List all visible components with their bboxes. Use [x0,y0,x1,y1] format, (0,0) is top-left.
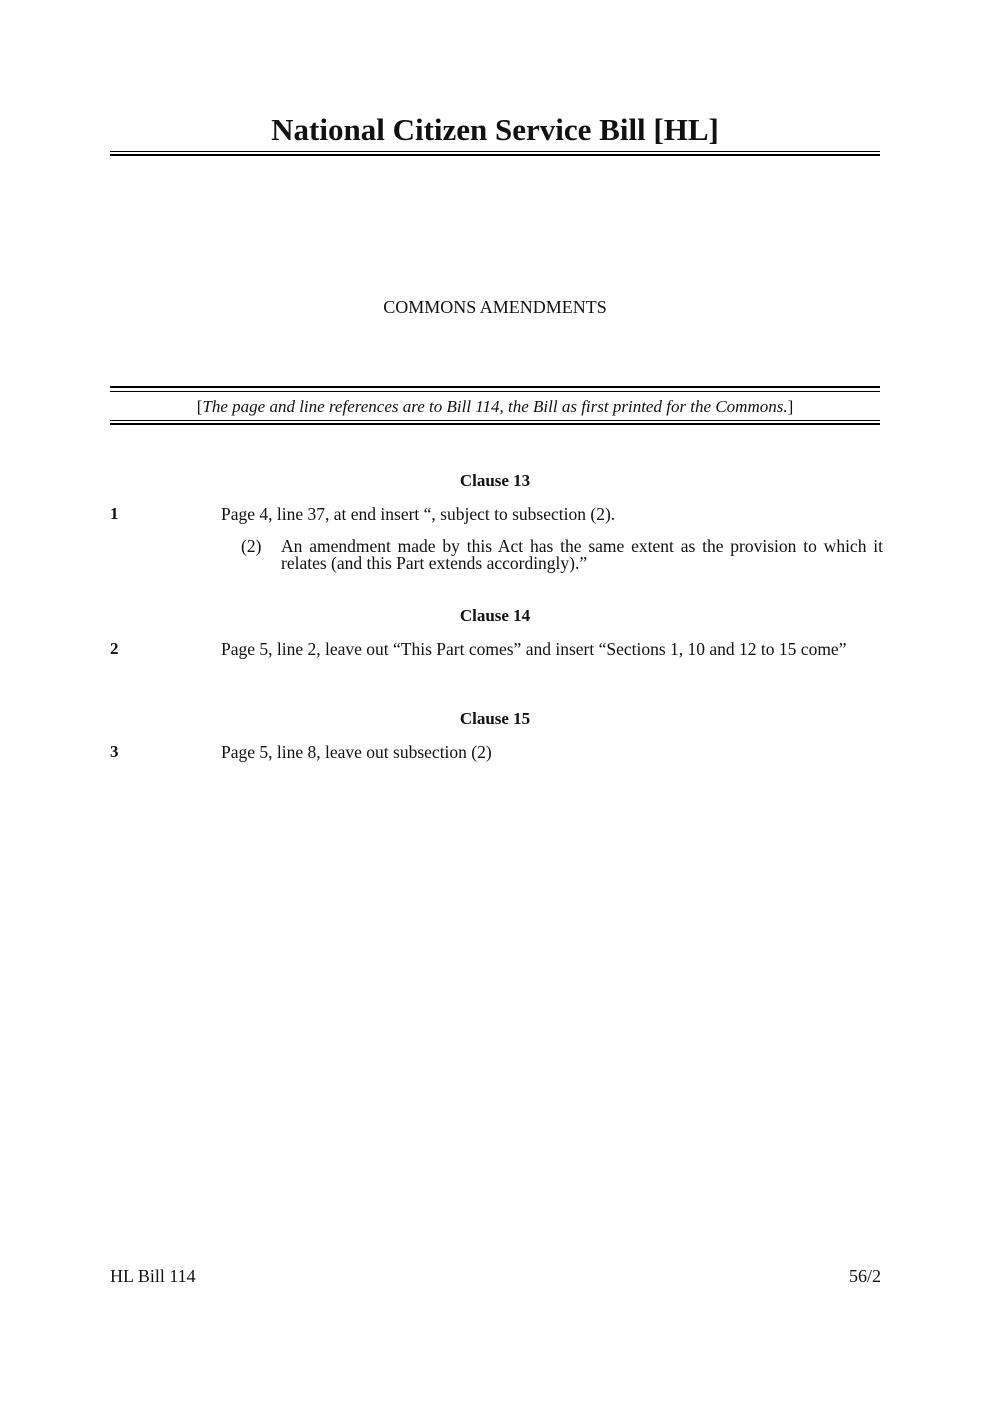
clause-heading: Clause 15 [459,709,531,728]
document-subtitle: COMMONS AMENDMENTS [383,297,607,317]
clause-heading: Clause 14 [459,606,531,625]
note-italic-text: The page and line references are to Bill 114, the Bill as first printed for the Commons. [202,397,788,416]
title-rule-thick [110,154,880,156]
footer-print-number: 56/2 [848,1266,881,1286]
amendment-number: 3 [110,742,119,761]
note-rule-top-thin [110,391,880,392]
footer-bill-reference: HL Bill 114 [110,1266,196,1286]
subsection-number: (2) [241,536,262,556]
amendment-number: 2 [110,639,119,658]
clause-heading: Clause 13 [459,471,531,490]
note-rule-top-thick [110,386,880,388]
note-rule-bottom-thin [110,420,880,421]
amendment-text: Page 5, line 8, leave out subsection (2) [221,742,492,762]
page-reference-note: [The page and line references are to Bill 114, the Bill as first printed for the Commons.] [196,397,794,416]
document-title: National Citizen Service Bill [HL] [271,112,719,147]
amendment-text: Page 4, line 37, at end insert “, subject to subsection (2). [221,504,616,524]
note-rule-bottom-thick [110,423,880,425]
title-rule-thin [110,151,880,152]
amendment-number: 1 [110,504,119,523]
subsection-text: An amendment made by this Act has the same extent as the provision to which it relates (and this Part extends accordingly).” [281,536,883,573]
amendment-text: Page 5, line 2, leave out “This Part comes” and insert “Sections 1, 10 and 12 to 15 come” [221,639,847,659]
